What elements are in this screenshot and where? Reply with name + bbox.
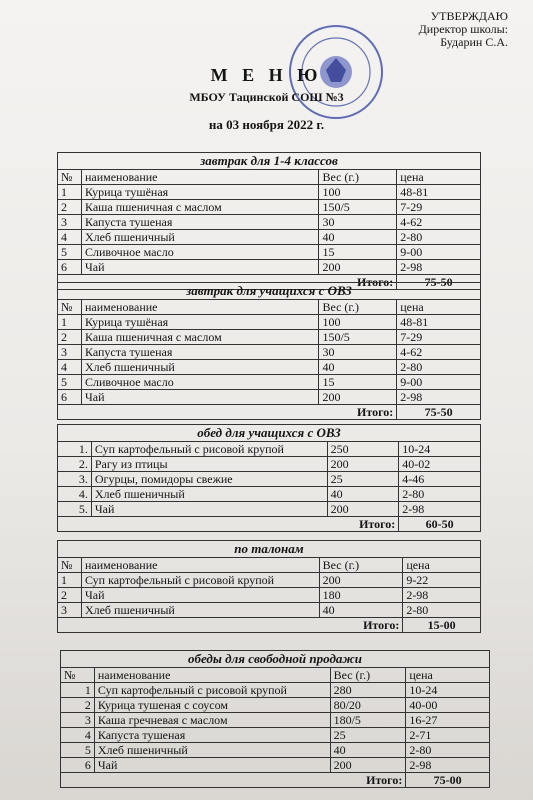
table-row [58,457,481,472]
dish-name: Чай [91,502,327,517]
row-number: 2 [58,588,82,603]
table-row [58,230,481,245]
total-label: Итого: [58,618,403,633]
dish-price: 2-98 [399,502,481,517]
dish-price: 7-29 [397,200,481,215]
column-header-no: № [58,300,82,315]
dish-name: Хлеб пшеничный [94,743,330,758]
dish-name: Каша пшеничная с маслом [81,200,318,215]
table-row [58,360,481,375]
table-row [61,728,490,743]
dish-name: Капуста тушеная [81,345,318,360]
dish-name: Огурцы, помидоры свежие [91,472,327,487]
dish-weight: 25 [327,472,399,487]
dish-weight: 180/5 [330,713,406,728]
total-label: Итого: [58,275,397,290]
dish-name: Чай [81,390,318,405]
dish-price: 48-81 [397,315,481,330]
dish-price: 2-80 [399,487,481,502]
menu-table-lunch-ovz [57,424,481,532]
table-row [61,683,490,698]
dish-weight: 100 [319,315,397,330]
dish-price: 2-98 [406,758,490,773]
table-row [61,698,490,713]
dish-name: Суп картофельный с рисовой крупой [91,442,327,457]
section-title: завтрак для 1-4 классов [58,153,481,170]
table-row [61,743,490,758]
row-number: 2. [58,457,92,472]
dish-price: 4-62 [397,215,481,230]
dish-weight: 200 [319,390,397,405]
section-title: по талонам [58,541,481,558]
table-row [58,315,481,330]
dish-weight: 150/5 [319,200,397,215]
school-name: МБОУ Тацинской СОШ №3 [189,90,344,104]
row-number: 1. [58,442,92,457]
table-row [58,573,481,588]
dish-name: Капуста тушеная [94,728,330,743]
approval-name: Бударин С.А. [440,35,508,49]
column-header-weight: Вес (г.) [319,170,397,185]
row-number: 2 [58,200,82,215]
total-label: Итого: [61,773,406,788]
dish-name: Сливочное масло [81,245,318,260]
column-header-weight: Вес (г.) [330,668,406,683]
total-label: Итого: [58,405,397,420]
dish-name: Хлеб пшеничный [81,360,318,375]
dish-name: Каша пшеничная с маслом [81,330,318,345]
column-header-name: наименование [81,558,319,573]
table-row-last [61,758,490,773]
total-value: 75-50 [397,275,481,290]
dish-price: 7-29 [397,330,481,345]
row-number: 2 [58,330,82,345]
dish-weight: 200 [319,260,397,275]
menu-date: на 03 ноября 2022 г. [208,117,325,132]
dish-price: 9-00 [397,245,481,260]
dish-weight: 30 [319,345,397,360]
row-number: 6 [61,758,95,773]
table-row [58,472,481,487]
row-number: 1 [61,683,95,698]
dish-weight: 40 [319,230,397,245]
dish-price: 2-71 [406,728,490,743]
column-header-price: цена [403,558,481,573]
table-row [58,502,481,517]
column-header-name: наименование [94,668,330,683]
approval-block [419,10,508,49]
row-number: 5 [58,245,82,260]
column-header-name: наименование [81,300,318,315]
row-number: 3 [58,603,82,618]
table-row-last [58,260,481,275]
dish-weight: 25 [330,728,406,743]
row-number: 4 [58,360,82,375]
dish-weight: 200 [330,758,406,773]
dish-price: 40-00 [406,698,490,713]
table-row [58,375,481,390]
table-row-last [58,390,481,405]
dish-price: 9-00 [397,375,481,390]
dish-price: 2-80 [397,360,481,375]
table-row [58,185,481,200]
dish-weight: 40 [327,487,399,502]
dish-price: 40-02 [399,457,481,472]
row-number: 5 [58,375,82,390]
dish-name: Курица тушёная [81,315,318,330]
dish-name: Чай [81,588,319,603]
table-row [58,215,481,230]
row-number: 6 [58,390,82,405]
row-number: 4 [61,728,95,743]
dish-weight: 200 [327,457,399,472]
dish-name: Капуста тушеная [81,215,318,230]
dish-price: 4-62 [397,345,481,360]
dish-name: Каша гречневая с маслом [94,713,330,728]
dish-weight: 15 [319,375,397,390]
dish-weight: 100 [319,185,397,200]
table-row [58,442,481,457]
total-value: 75-00 [406,773,490,788]
row-number: 4 [58,230,82,245]
menu-table-coupons [57,540,481,633]
dish-name: Курица тушеная с соусом [94,698,330,713]
row-number: 4. [58,487,92,502]
dish-price: 2-98 [403,588,481,603]
dish-price: 4-46 [399,472,481,487]
menu-table-breakfast-1-4 [57,152,481,290]
row-number: 3 [61,713,95,728]
dish-weight: 200 [327,502,399,517]
dish-price: 10-24 [406,683,490,698]
table-row [61,713,490,728]
dish-weight: 250 [327,442,399,457]
dish-price: 48-81 [397,185,481,200]
table-row [58,245,481,260]
row-number: 1 [58,185,82,200]
dish-weight: 180 [319,588,403,603]
dish-weight: 200 [319,573,403,588]
total-value: 15-00 [403,618,481,633]
dish-price: 10-24 [399,442,481,457]
dish-name: Хлеб пшеничный [81,603,319,618]
dish-weight: 150/5 [319,330,397,345]
row-number: 3. [58,472,92,487]
dish-weight: 40 [319,360,397,375]
dish-price: 2-98 [397,390,481,405]
dish-price: 2-98 [397,260,481,275]
dish-price: 2-80 [406,743,490,758]
section-title: обед для учащихся с ОВЗ [58,425,481,442]
column-header-no: № [58,558,82,573]
dish-weight: 40 [330,743,406,758]
dish-name: Суп картофельный с рисовой крупой [81,573,319,588]
total-value: 75-50 [397,405,481,420]
table-row [58,330,481,345]
total-value: 60-50 [399,517,481,532]
row-number: 3 [58,215,82,230]
row-number: 5. [58,502,92,517]
menu-table-breakfast-ovz [57,282,481,420]
dish-price: 2-80 [397,230,481,245]
row-number: 6 [58,260,82,275]
total-row [58,618,481,633]
total-row [58,517,481,532]
section-title: обеды для свободной продажи [61,651,490,668]
row-number: 1 [58,573,82,588]
column-header-no: № [61,668,95,683]
total-row [58,405,481,420]
dish-name: Чай [94,758,330,773]
dish-price: 9-22 [403,573,481,588]
dish-name: Рагу из птицы [91,457,327,472]
dish-name: Сливочное масло [81,375,318,390]
menu-table-free-sale [60,650,490,788]
column-header-price: цена [406,668,490,683]
menu-title: М Е Н Ю [210,65,323,85]
column-header-price: цена [397,170,481,185]
approval-title: УТВЕРЖДАЮ [430,9,508,23]
dish-weight: 15 [319,245,397,260]
total-row [61,773,490,788]
dish-name: Курица тушёная [81,185,318,200]
dish-name: Суп картофельный с рисовой крупой [94,683,330,698]
table-row [58,345,481,360]
dish-weight: 40 [319,603,403,618]
row-number: 2 [61,698,95,713]
row-number: 3 [58,345,82,360]
column-header-weight: Вес (г.) [319,300,397,315]
table-row [58,487,481,502]
table-row [58,603,481,618]
dish-weight: 280 [330,683,406,698]
column-header-weight: Вес (г.) [319,558,403,573]
dish-name: Хлеб пшеничный [91,487,327,502]
total-label: Итого: [58,517,399,532]
table-row [58,200,481,215]
dish-name: Хлеб пшеничный [81,230,318,245]
dish-weight: 30 [319,215,397,230]
row-number: 5 [61,743,95,758]
approval-position: Директор школы: [418,22,508,36]
column-header-price: цена [397,300,481,315]
section-title: завтрак для учащихся с ОВЗ [58,283,481,300]
column-header-name: наименование [81,170,318,185]
table-row [58,588,481,603]
dish-name: Чай [81,260,318,275]
dish-weight: 80/20 [330,698,406,713]
column-header-no: № [58,170,82,185]
dish-price: 16-27 [406,713,490,728]
dish-price: 2-80 [403,603,481,618]
row-number: 1 [58,315,82,330]
